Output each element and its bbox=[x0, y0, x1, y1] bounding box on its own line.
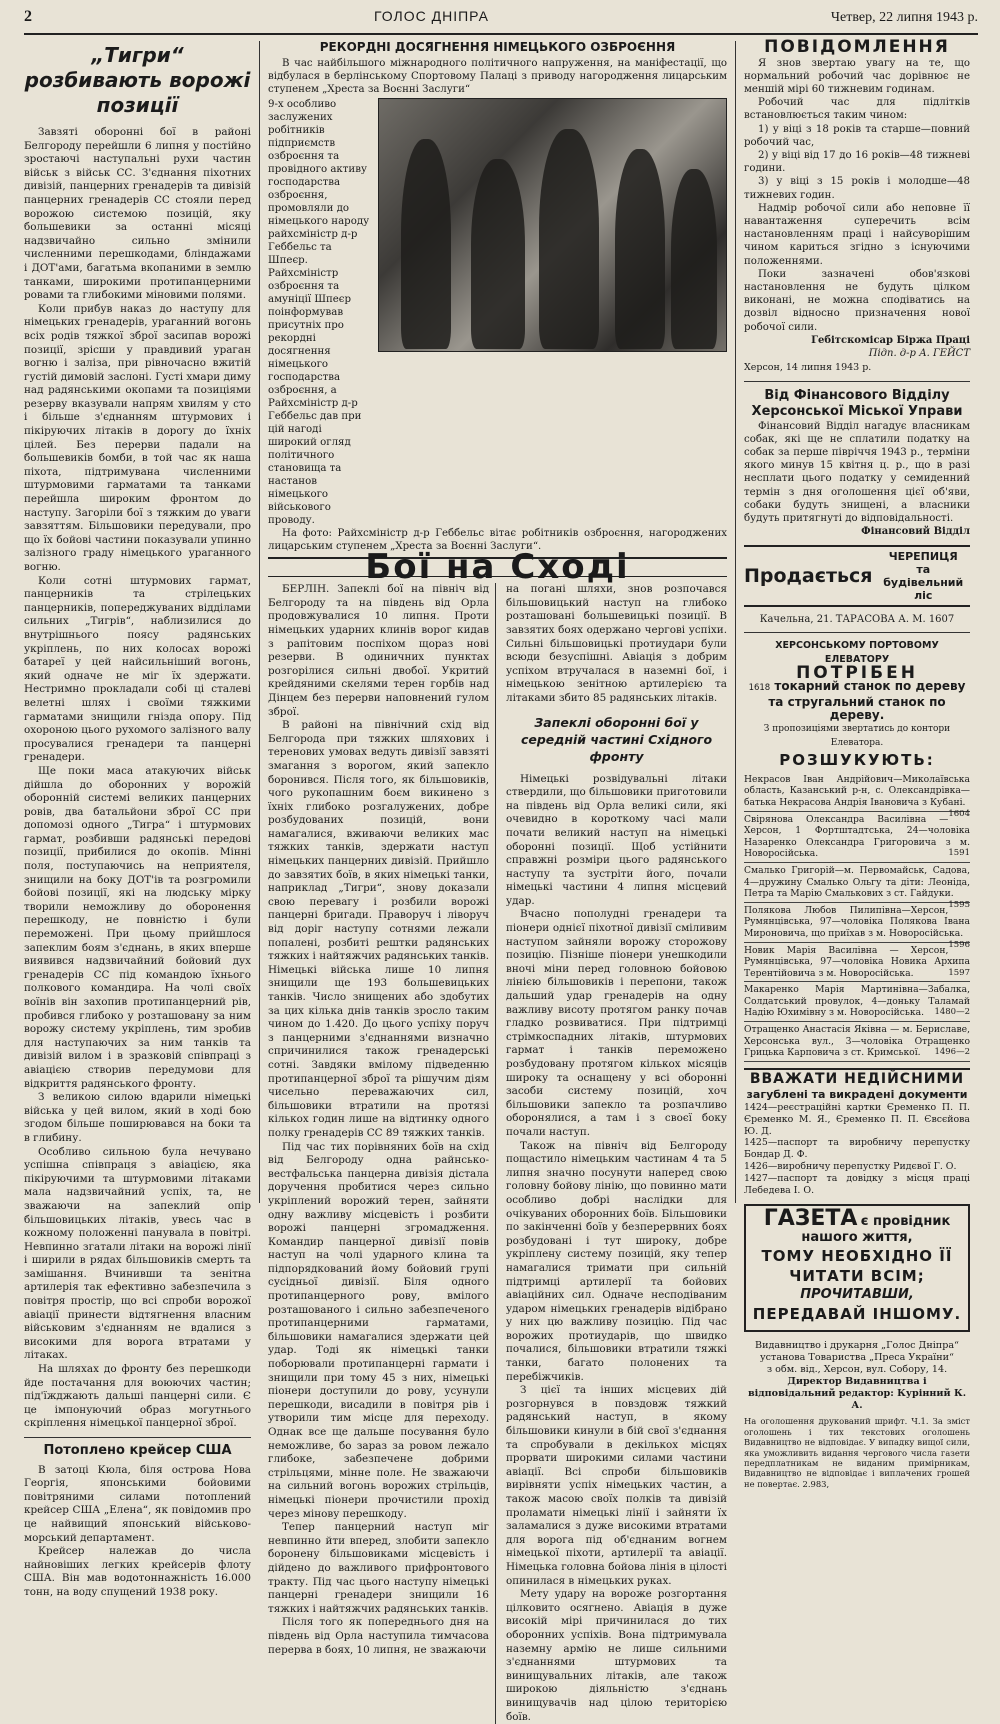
east-paragraph: Німецькі розвідувальні літаки ствердили, що більшовики приготовили на південь від Орла великі сили, які очевидно в короткому часі мали почати великий наступ на німецькі оборонні позиції. Щоб устійнити справжні розміри цього радянського наступу та зустріти його, почали німецькі частини 4 липня місцевий удар. bbox=[506, 772, 727, 907]
gazeta-line: ПРОЧИТАВШИ, bbox=[800, 1287, 914, 1303]
wanted-text: Полякова Любов Пилипівна—Херсон, Румянцівська, 97—чоловіка Полякова Івана Мироновича, що приїхав з м. Новоросійська. bbox=[744, 904, 970, 939]
photo-figure bbox=[471, 159, 525, 349]
cruiser-paragraph: Крейсер належав до числа найновіших легких крейсерів флоту США. Він мав водотоннажність 16.000 тонн, на воду спущений 1938 року. bbox=[24, 1545, 251, 1598]
void-item: 1427—паспорт та довідку з місця праці Лебедева І. О. bbox=[744, 1172, 970, 1196]
wanted-text: Свірянова Олександра Василівна — Херсон, 1 Фортштадтська, 24—чоловіка Назаренко Олександра Григоровича з м. Новоросійська. bbox=[744, 813, 970, 860]
divider bbox=[744, 632, 970, 633]
notice-paragraph: Робочий час для підлітків встановлюється таким чином: bbox=[744, 97, 970, 122]
gazeta-line: ТОМУ НЕОБХІДНО ЇЇ bbox=[761, 1247, 953, 1266]
tigers-paragraph: Особливо сильною була нечувано успішна співпраця з авіацією, яка пікіруючими та штурмовими літаками мала надзвичайний успіх, та, не зважаючи на запеклий опір більшовицьких літаків, увесь час в кожному положенні панувала в повітрі. Невпинно згатали літаки на ворожі лінії і ширили в рядах більшовиків смерть та замішання. Вчинивши та зенітна артилерія так ефективно забезпечила з повітря простір, що всі спроби ворожої авіації принести відтягнення власним військовим з'єднанням не вдалися з високими для ворога втратами у літаках. bbox=[24, 1145, 251, 1362]
east-paragraph: Вчасно пополудні гренадери та піонери однієї піхотної дивізії сміливим наступом зайняли ворожу сторожову позицію. Пізніше піонери унешкодили вночі міни перед головною бойовою лінією більшовиків і перепони, також дальший удар гренадерів на одну важливу висоту протягом ранку почав гладко розвиватися. При підтримці стрімкоспадних літаків, штурмових гармат і танків переможено розбудовану протягом кількох місяців широку та оснащену у всі оборонні засоби систему позицій, хоч більшовики запекло та розпачливо оборонялися, а там і з своєї боку почали наступ. bbox=[506, 908, 727, 1138]
newspaper-name: ГОЛОС ДНІПРА bbox=[374, 8, 489, 24]
east-columns bbox=[268, 583, 727, 1724]
rekord-body bbox=[268, 98, 727, 527]
wanted-text: Макаренко Марія Мартинівна—Забалка, Солдатський провулок, 4—доньку Таламай Надію Юхимівну з м. Новоросійська. bbox=[744, 984, 970, 1019]
wanted-text: Смалько Григорій—м. Первомайськ, Садова, 4—дружину Смалько Ольгу та діти: Леоніда, Петра та Марію Смалькових з ст. Гайдуки. bbox=[744, 864, 970, 900]
tigers-headline: „Тигри“ розбивають ворожі позиції bbox=[24, 43, 251, 117]
notice-date: Херсон, 14 липня 1943 р. bbox=[744, 362, 872, 374]
photo-figure bbox=[671, 169, 717, 349]
wanted-num: 1597 bbox=[948, 967, 970, 978]
wanted-item bbox=[744, 982, 970, 1022]
void-subheadline: загублені та викрадені документи bbox=[746, 1088, 968, 1102]
east-paragraph: Також на північ від Белгороду пощастило німецьким частинам 4 та 5 липня значно посунути наперед свою головну бойову лінію, що повинно мати особливо добрі наслідки для очікуваних оборонних боїв. Більшовики по закінченні боїв у безперервних боях розбудовані і тут широку, добре укріплену систему позицій, яку тепер намагалися тримати при сильній підтримці артилерії та бойових авіаційних сил. Одначе несподіваним ударом німецьких гренадерів відібрано у них цю важливу позицію. Під час ворожих протиударів, що швидко почалися, більшовики втратили тяжкі танки, багато полонених та перебіжчиків. bbox=[506, 1139, 727, 1383]
finance-headline: Від Фінансового Відділу Херсонської Міської Управи bbox=[751, 387, 963, 419]
wanted-item bbox=[744, 903, 970, 950]
gazeta-line: ПЕРЕДАВАЙ ІНШОМУ. bbox=[752, 1305, 962, 1324]
rekord-lead: В час найбільшого міжнародного політичного напруження, на маніфестації, що відбулася в берлінському Спортовому Палаці з приводу нагородження лицарським ступенем „Хреста за Воєнні Заслуги“ bbox=[268, 57, 727, 95]
sale-item: ЧЕРЕПИЦЯ bbox=[888, 549, 958, 563]
east-paragraph: на погані шляхи, знов розпочався більшовицький наступ на глибоко розташовані большевицькі позиції. В завзятих боях одержано чергові успіхи. Сильні більшовицькі протиудари були всюди безуспішні. Авіація з добрим успіхом втручалася в наземні бої, і німецькою зенітною артилерією та літаками збито 85 радянських літаків. bbox=[506, 583, 727, 704]
rekord-headline: РЕКОРДНІ ДОСЯГНЕННЯ НІМЕЦЬКОГО ОЗБРОЄННЯ bbox=[319, 40, 676, 54]
column-middle bbox=[260, 40, 736, 1723]
wanted-item bbox=[744, 1022, 970, 1062]
east-paragraph: Після того як попереднього дня на південь від Орла наступила тимчасова перерва в боях, 10 липня, не зважаючи bbox=[268, 1616, 489, 1656]
notice-paragraph: Поки зазначені обов'язкові настановлення не будуть цілком виконані, не можна сподіватись на дозвіл відносно призначення нової робочої сили. bbox=[744, 268, 970, 333]
finance-text: Фінансовий Відділ нагадує власникам собак, які ще не сплатили податку на собак за перше півріччя 1943 р., терміни якого минув 15 квітня ц. р., що в разі несплати цього податку у семиденний термін з дня оголошення цієї об'яви, собаки будуть знищені, а власники будуть притягнуті до відповідальності. bbox=[744, 420, 970, 525]
imprint-line: Директор Видавництва і відповідальний редактор: Курінний К. А. bbox=[747, 1376, 967, 1412]
wanted-text: Новик Марія Василівна — Херсон, Румянцівська, 97—чоловіка Новика Архипа Терентійовича з м. Новоросійська. bbox=[744, 944, 970, 979]
tigers-paragraph: Коли прибув наказ до наступу для німецьких гренадерів, ураганний вогонь всіх родів тяжкої зброї засипав ворожі позиції, зрісши у правдивий ураган вогню і заліза, при рівночасно вжитій густій димовій заслоні. Густі хмари диму над радянськими окопами та позиціями резерву вказували напрям хвилям у сто і більше з'єднанням штурмових і пікіруючих літаків в дорогу до їхніх цілей. Без перерви падали на большевиків бомби, в той час як наша піхота, підтримувана численними штурмовими гарматами та танками перейшла широким фронтом до наступу. Загоріли бої з тяжким до уваги завзяттям. Більшовики передували, про що їх бойові частини показували упинно залізного граду німецького ураганного вогню. bbox=[24, 302, 251, 573]
wanted-item bbox=[744, 863, 970, 910]
gazeta-text: є провідник нашого життя, bbox=[801, 1214, 951, 1246]
page-number: 2 bbox=[24, 8, 32, 25]
east-paragraph: Під час тих порівняних боїв на схід від Белгороду одна райнсько-вестфальська панцерна дивізія дістала доручення пробитися через сильно укріплений ворожий терен, зайняти одну важливу місцевість і розбити ворожі панцерні згромадження. Командир панцерної дивізії повів наступ на чолі ударного клина та підпорядкований йому бойовий групі сусідньої дивізії. Біля одного протипанцерного рову, вмілого розташованого і сильно забезпеченого протипанцерними гарматами, більшовики намагалися здержати цей удар. Тоді як німецькі танки поборювали протипанцерні гармати і знищили при тому 45 з них, німецькі піонери доступили до рову, усунули перешкоди, висадили в повітря рів і утворили тим місце для переходу. Однак все ще дальше посування було неможливе, бо зараз за ровом лежало глибоке, забезпечене добрими стрільцями, мінне поле. Не зважаючи на сильний вогонь ворожих стрільців, німецькі піонери прочистили прохід через мінову перешкоду. bbox=[268, 1140, 489, 1520]
notice-paragraph: Я знов звертаю увагу на те, що нормальний робочий час дорівнює не меншій мірі 60 тижневим годинам. bbox=[744, 57, 970, 95]
news-photo bbox=[378, 98, 727, 352]
tigers-paragraph: На шляхах до фронту без перешкоди йде постачання для воюючих частин; під'їжджають дальші панцерні сили. Є це імпонуючий образ могутнього скріплення німецької панцерної зброї. bbox=[24, 1363, 251, 1430]
tigers-paragraph: Завзяті оборонні бої в районі Белгороду перейшли 6 липня у постійно зростаючі наступальні рухи частин військ з військ СС. З'єднання піхотних дивізій, панцерних гренадерів та дивізій панцерних гренадерів СС стояли перед ворожою системою позицій, яку большевики за останні місяці надзвичайно сильно змінили численними перешкодами, бліндажами і ДОТ'ами, багатьма вкопаними в землю танками, широкими протипанцерними ровами та глибокими міновими полями. bbox=[24, 126, 251, 302]
photo-figure bbox=[539, 129, 599, 349]
finance-signature: Фінансовий Відділ bbox=[861, 526, 970, 538]
masthead bbox=[24, 8, 978, 35]
void-item: 1424—реєстраційні картки Єременко П. П. Єременко М. Я., Єременко П. П. Євсєйова Ю. Д. bbox=[744, 1102, 970, 1137]
wanted-item bbox=[744, 943, 970, 983]
sale-items bbox=[876, 550, 970, 602]
port-item-text: токарний станок по дереву та стругальний станок по дереву. bbox=[768, 679, 966, 723]
notice-paragraph: 1) у віці з 18 років та старше—повний робочий час, bbox=[744, 123, 970, 148]
gazeta-ad bbox=[744, 1204, 970, 1332]
gazeta-line bbox=[752, 1206, 962, 1246]
wanted-num: 1496—2 bbox=[934, 1047, 970, 1058]
east-column-left bbox=[268, 583, 496, 1724]
east-headline: Бої на Сході bbox=[268, 557, 727, 578]
wanted-num: 1595 bbox=[948, 899, 970, 910]
notice-signature-org: Гебітскомісар Біржа Праці bbox=[811, 334, 970, 346]
tigers-paragraph: Коли сотні штурмових гармат, панцерників та стрілецьких панцерників, попереджуваних відділами сильних „Тигрів“, наблизилися до внутрішнього поясу радянських укріплень, по них колосах ворожі батареї у цей найсильніший вогонь, який одначе не міг їх здержати. Нестримно прокладали собі ці сталеві велетні шлях і своїми тяжкими гарматами знищили гнізда опору. Під охороною цього рухомого залізного валу просувалися гренадери та панцерні гренадери. bbox=[24, 574, 251, 764]
east-subheadline: Запеклі оборонні бої у середній частині Східного фронту bbox=[520, 714, 713, 764]
wanted-text: Отращенко Анастасія Яківна — м. Бериславе, Херсонська вул., 3—чоловіка Отращенко Грицька Карповича з ст. Кримської. bbox=[744, 1024, 970, 1059]
void-item: 1425—паспорт та виробничу перепустку Бондар Д. Ф. bbox=[744, 1137, 970, 1161]
columns bbox=[24, 37, 978, 1723]
photo-figure bbox=[401, 139, 451, 349]
issue-date: Четвер, 22 липня 1943 р. bbox=[830, 10, 978, 25]
sale-ad bbox=[744, 545, 970, 607]
wanted-item bbox=[744, 812, 970, 863]
port-num: 1618 bbox=[748, 683, 771, 694]
notice-signature-name: Підп. д-р А. ГЕЙСТ bbox=[868, 348, 970, 360]
east-paragraph: Тепер панцерний наступ міг невпинно йти вперед, злобити запекло боронену більшовиками місцевість і дійдено до важливого прифронтового тракту. Під час цього наступу німецькі панцерні гренадери знищили 16 тяжких і найтяжчих радянських танків. bbox=[268, 1521, 489, 1615]
port-ad bbox=[744, 639, 970, 750]
void-item: 1426—виробничу перепустку Ридєвої Г. О. bbox=[744, 1161, 957, 1173]
wanted-num: 1480—2 bbox=[934, 1007, 970, 1018]
column-right bbox=[736, 37, 970, 1489]
east-column-right bbox=[506, 583, 727, 1724]
port-needed: ПОТРІБЕН bbox=[796, 662, 918, 683]
rekord-side-text: 9-х особливо заслужених робітників підприємств озброєння та провідного активу господарства озброєння, промовляли до німецького народу райхсміністр д-р Геббельс та Шпеєр. Райхсміністр озброєння та амуніції Шпеєр поінформував присутніх про рекордні досягнення німецького господарства озброєння, а Райхсміністр д-р Геббельс дав при цій нагоді широкий огляд політичного становища та настанов німецького військового проводу. bbox=[268, 98, 370, 526]
notice-paragraph: 2) у віці від 17 до 16 років—48 тижневі години. bbox=[744, 150, 970, 175]
east-paragraph: З цієї та інших місцевих дій розгорнувся в повздовж тяжкий радянський наступ, в якому більшовики кинули в бій свої з'єднання та спробували в декількох місцях прорвати широкими силами частини авіації. Всі спроби більшовиків вирівняти успіх німецьких частин, а також масою своїх полків та дивізій проламати німецькі лінії і зайняти їх заламалися з дуже високими втратами для ворога під об'єднаним вогнем німецької піхоти, артилерії та авіації. Німецька головна бойова лінія в цілості опинилася в німецьких руках. bbox=[506, 1384, 727, 1587]
notice-headline: ПОВІДОМЛЕННЯ bbox=[764, 37, 950, 57]
sale-item: та будівельний ліс bbox=[883, 562, 964, 602]
imprint bbox=[744, 1340, 970, 1412]
east-paragraph: В районі на північний схід від Белгорода при тяжких шляхових і теренових умовах ведуть дивізії завзяті змагання з ворогом, який запекло боронився. Після того, як більшовиків, чого рукопашним боєм викинено з їхніх глибоко розгалужених, добре розбудованих позицій, вони намагалися, вживаючи великих мас тяжких танків, здержати наступ німецьких панцерних дивізій. Прийшло до завзятих боїв, в яких німецькі танки, наприклад „Тигри“, знову доказали свою перевагу і розбили ворожі панцерні бригади. Праворуч і ліворуч від доріг наступу сотнями лежали попалені, розбиті рештки радянських тяжких і найтяжчих радянських танків. Німецькі війська лише 10 липня знищили ще 193 большевицьких танків. Число знищених або здобутих за цих кілька днів танків зросло таким чином до 1.420. До цього успіху поруч з панцерними з'єднаннями визначно спричинилися також гренадерські сотні. Завдяки вмілому підведенню протипанцерної зброї та рішучим діям чисельно переважаючих сил, більшовики втратили на протязі кількох годин лише на відтинку одного полку гренадерів СС 89 тяжких танків. bbox=[268, 719, 489, 1139]
tigers-paragraph: З великою силою вдарили німецькі війська у цей вилом, який в ході бою згодом більше поширювався на боки та в глибину. bbox=[24, 1091, 251, 1144]
sale-address: Качельна, 21. ТАРАСОВА А. М. 1607 bbox=[759, 613, 955, 625]
port-contact: З пропозиціями звертатись до контори Елеватора. bbox=[763, 724, 951, 748]
imprint-line: з обм. від., Херсон, вул. Собору, 14. bbox=[766, 1364, 948, 1376]
wanted-item bbox=[744, 772, 970, 819]
sale-word: Продається bbox=[744, 564, 873, 587]
east-paragraph: БЕРЛІН. Запеклі бої на північ від Белгороду та на південь від Орла продовжувалися 10 липня. Проти німецьких ударних клинів ворог кидав з рапітовим поспіхом щораз нові резерви. В одиничних пунктах розгорілися сильні двобої. Укритий крейдяними скелями терен горбів над Дінцем без перерви наповнений гулом зброї. bbox=[268, 583, 489, 718]
divider bbox=[744, 381, 970, 382]
photo-caption: На фото: Райхсміністр д-р Геббельс вітає робітників озброєння, нагороджених лицарським ступенем „Хреста за Воєнні Заслуги“. bbox=[268, 527, 727, 552]
imprint-fine-print: На оголошення друкований шрифт. Ч.1. За зміст оголошень і тих текстових оголошень Видавництво не відповідає. У випадку вищої сили, яка уможливить видання чергового числа газети передплатникам не виданим примірникам, Видавництво не відповідає і виплачених грошей не повертає. 2.983, bbox=[744, 1416, 970, 1489]
wanted-num: 1604 bbox=[948, 808, 970, 819]
divider bbox=[24, 1437, 251, 1438]
gazeta-line: ЧИТАТИ ВСІМ; bbox=[789, 1267, 925, 1286]
cruiser-paragraph: В затоці Кюла, біля острова Нова Георгія, японськими бойовими повітряними силами потоплений крейсер США „Елена“, як повідомив про це найвищий японський військово-морський департамент. bbox=[24, 1463, 251, 1544]
tigers-paragraph: Ще поки маса атакуючих військ дійшла до оборонних у ворожій оборонній системі великих панцерних ровів, два батальйони зброї СС при допомозі одного „Тигра“ і штурмових гармат, розбивши радянські передові позиції, прибилися до окопів. Мінні поля, поступаючись на неприятеля, знищили на боку ДОТ'ів та розгромили бойові позиції, які на людську мірку творили неможливу до оборонення перешкоду, не повністю і були переможені. При цьому прийшлося запеклим боям з'єднань, в яких вперше виявився надзвичайний бойовий дух гренадерів СС під командою їхнього полкового командира. На чолі своїх воїнів він захопив протипанцерний рів, пробився глибоко у розташовану за ним ворожу систему укріплень, тим зробив для наступаючих за ним танків та дивізій вилом і в зразковій співпраці з авіацією створив передумови для відкриття радянського фронту. bbox=[24, 764, 251, 1090]
port-header: ХЕРСОНСЬКОМУ ПОРТОВОМУ ЕЛЕВАТОРУ bbox=[775, 640, 939, 666]
column-left bbox=[24, 41, 260, 1598]
wanted-num: 1596 bbox=[948, 939, 970, 950]
port-item bbox=[744, 680, 970, 723]
notice-paragraph: 3) у віці з 15 років і молодше—48 тижневих годин. bbox=[744, 176, 970, 201]
photo-figure bbox=[615, 149, 665, 349]
east-paragraph: Мету удару на вороже розгортання цілковито осягнено. Авіація в дуже високій мірі причинилася до тих оборонних успіхів. Вона підтримувала наземну армію не лише сильними з'єднаннями штурмових та винищувальних літаків, але також широкою діяльністю з'єднань винищувачів над цілою територією боїв. bbox=[506, 1588, 727, 1723]
notice-paragraph: Надмір робочої сили або неповне її навантаження суперечить всім настановленням праці і найсуворішим чином кариться згідно з існуючими положеннями. bbox=[744, 202, 970, 267]
wanted-num: 1591 bbox=[948, 848, 970, 859]
cruiser-headline: Потоплено крейсер США bbox=[43, 1443, 232, 1458]
void-headline: ВВАЖАТИ НЕДІЙСНИМИ bbox=[744, 1068, 970, 1087]
wanted-text: Некрасов Іван Андрійович—Миколаївська область, Казанський р-н, с. Олександрівка—батька Некрасова Андрія Івановича з Кубані. bbox=[744, 773, 970, 808]
gazeta-word: ГАЗЕТА bbox=[763, 1206, 858, 1232]
wanted-headline: РОЗШУКУЮТЬ: bbox=[779, 751, 935, 770]
imprint-line: Видавництво і друкарня „Голос Дніпра“ установа Товариства „Преса України“ bbox=[755, 1340, 959, 1364]
